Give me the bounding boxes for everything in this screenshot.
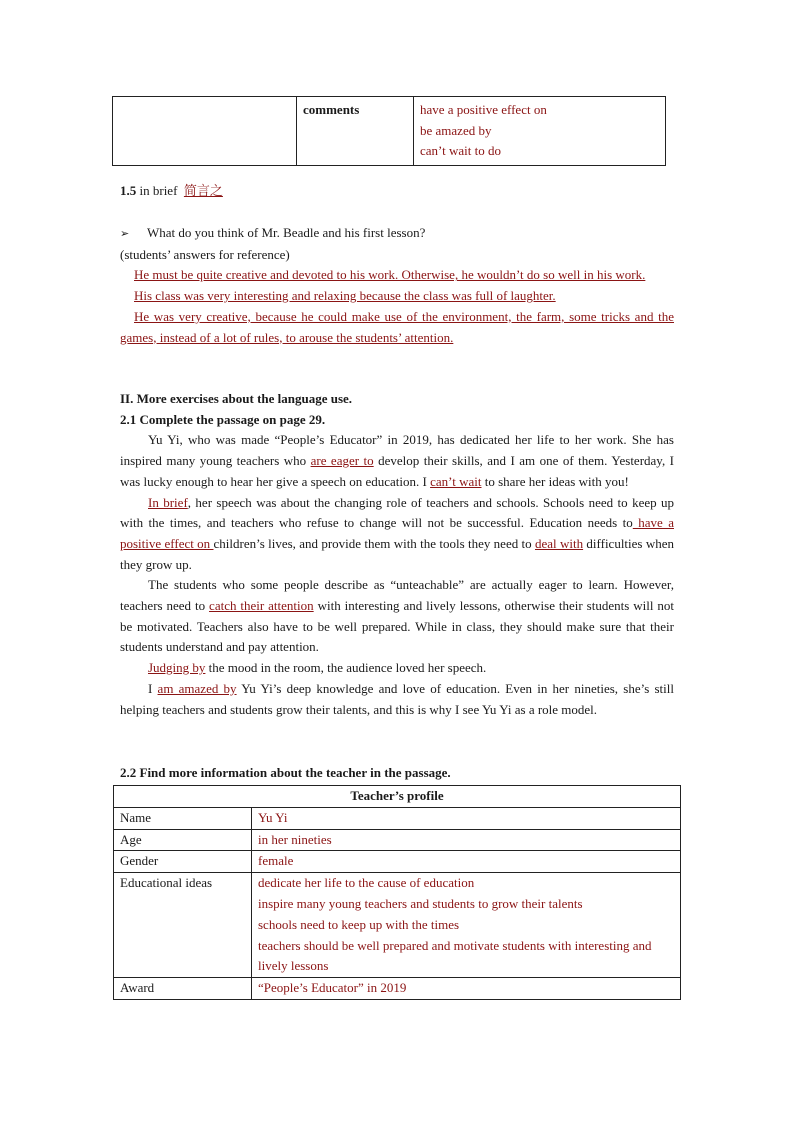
section-title: in brief <box>139 183 178 198</box>
row-value: female <box>252 851 681 873</box>
answer-blank: are eager to <box>310 453 374 469</box>
row-value: in her nineties <box>252 829 681 851</box>
answer-item: He must be quite creative and devoted to his work. Otherwise, he wouldn’t do so well in his work. <box>134 267 646 283</box>
answer-item: He was very creative, because he could make use of the environment, the farm, some tricks and the games, instead of a lot of rules, to arouse the students’ attention. <box>120 308 674 345</box>
row-value-list <box>252 873 681 978</box>
section-1-5-heading <box>120 181 674 202</box>
answer-blank: am amazed by <box>157 680 237 696</box>
answer-blank: Judging by <box>148 660 206 676</box>
row-label: Age <box>114 829 252 851</box>
passage-paragraph-1: Yu Yi, who was made “People’s Educator” in 2019, has dedicated her life to her work. She has inspired many young teachers who are eager to develop their skills, and I am one of them. Yesterday, I was lucky enough to hear her give a speech on education. I can’t wait to share her ideas with you! <box>120 432 675 489</box>
table-row <box>114 807 681 829</box>
section-2-heading: II. More exercises about the language use. <box>120 391 353 406</box>
passage-paragraph-3: The students who some people describe as “unteachable” are actually eager to learn. However, teachers need to catch their attention with interesting and lively lessons, otherwise their students will not be motivated. Teachers also have to be well prepared. While in class, they should make sure that their students understand and pay attention. <box>120 577 675 655</box>
phrase: have a positive effect on <box>420 102 547 117</box>
idea-item: inspire many young teachers and students to grow their talents <box>258 895 583 911</box>
arrow-bullet-icon: ➢ <box>120 228 130 240</box>
row-label: Name <box>114 807 252 829</box>
table-cell-phrases <box>414 97 666 166</box>
section-number: 1.5 <box>120 183 137 198</box>
phrase: can’t wait to do <box>420 143 501 158</box>
table-row <box>114 829 681 851</box>
answer-blank: can’t wait <box>430 473 482 489</box>
table-header-row <box>114 786 681 808</box>
teacher-profile-table <box>113 785 681 1000</box>
passage-paragraph-5: I am amazed by Yu Yi’s deep knowledge and love of education. Even in her nineties, she’s still helping teachers and students grow their talents, and this is why I see Yu Yi as a role model. <box>120 680 674 717</box>
idea-item: schools need to keep up with the times <box>258 916 460 932</box>
discussion-question-block <box>120 223 674 348</box>
vocab-table <box>112 96 666 166</box>
table-cell-empty <box>113 97 297 166</box>
row-label: Gender <box>114 851 252 873</box>
answer-blank: deal with <box>534 535 584 551</box>
table-row <box>114 851 681 873</box>
table-title: Teacher’s profile <box>114 786 681 808</box>
passage-paragraph-2: In brief, her speech was about the changing role of teachers and schools. Schools need to keep up with the times, and teachers who refuse to change will not be successful. Education needs to have a positive effect on children’s lives, and provide them with the tools they need to deal with difficulties when they grow up. <box>120 494 675 572</box>
row-value: Yu Yi <box>252 807 681 829</box>
chinese-translation: 简言之 <box>183 183 223 198</box>
row-label: Educational ideas <box>114 873 252 978</box>
table-row <box>114 873 681 978</box>
idea-item: teachers should be well prepared and motivate students with interesting and lively lessons <box>258 937 652 974</box>
section-2-1-heading: 2.1 Complete the passage on page 29. <box>120 411 326 427</box>
answer-blank: In brief <box>148 494 188 510</box>
question-text: What do you think of Mr. Beadle and his first lesson? <box>147 225 426 240</box>
table-cell-category: comments <box>297 97 414 166</box>
row-value: “People’s Educator” in 2019 <box>252 978 681 1000</box>
section-2 <box>120 389 674 720</box>
table-row <box>114 978 681 1000</box>
question-line <box>120 223 674 245</box>
answer-blank: have a positive effect on <box>120 515 674 551</box>
answer-item: His class was very interesting and relaxing because the class was full of laughter. <box>134 288 556 304</box>
passage-paragraph-4: Judging by the mood in the room, the audience loved her speech. <box>148 660 487 676</box>
table-row <box>113 97 666 166</box>
answer-blank: catch their attention <box>209 598 314 614</box>
phrase: be amazed by <box>420 122 492 138</box>
answers-note: (students’ answers for reference) <box>120 246 290 262</box>
section-2-2-heading: 2.2 Find more information about the teacher in the passage. <box>120 765 451 780</box>
idea-item: dedicate her life to the cause of education <box>258 875 475 891</box>
row-label: Award <box>114 978 252 1000</box>
